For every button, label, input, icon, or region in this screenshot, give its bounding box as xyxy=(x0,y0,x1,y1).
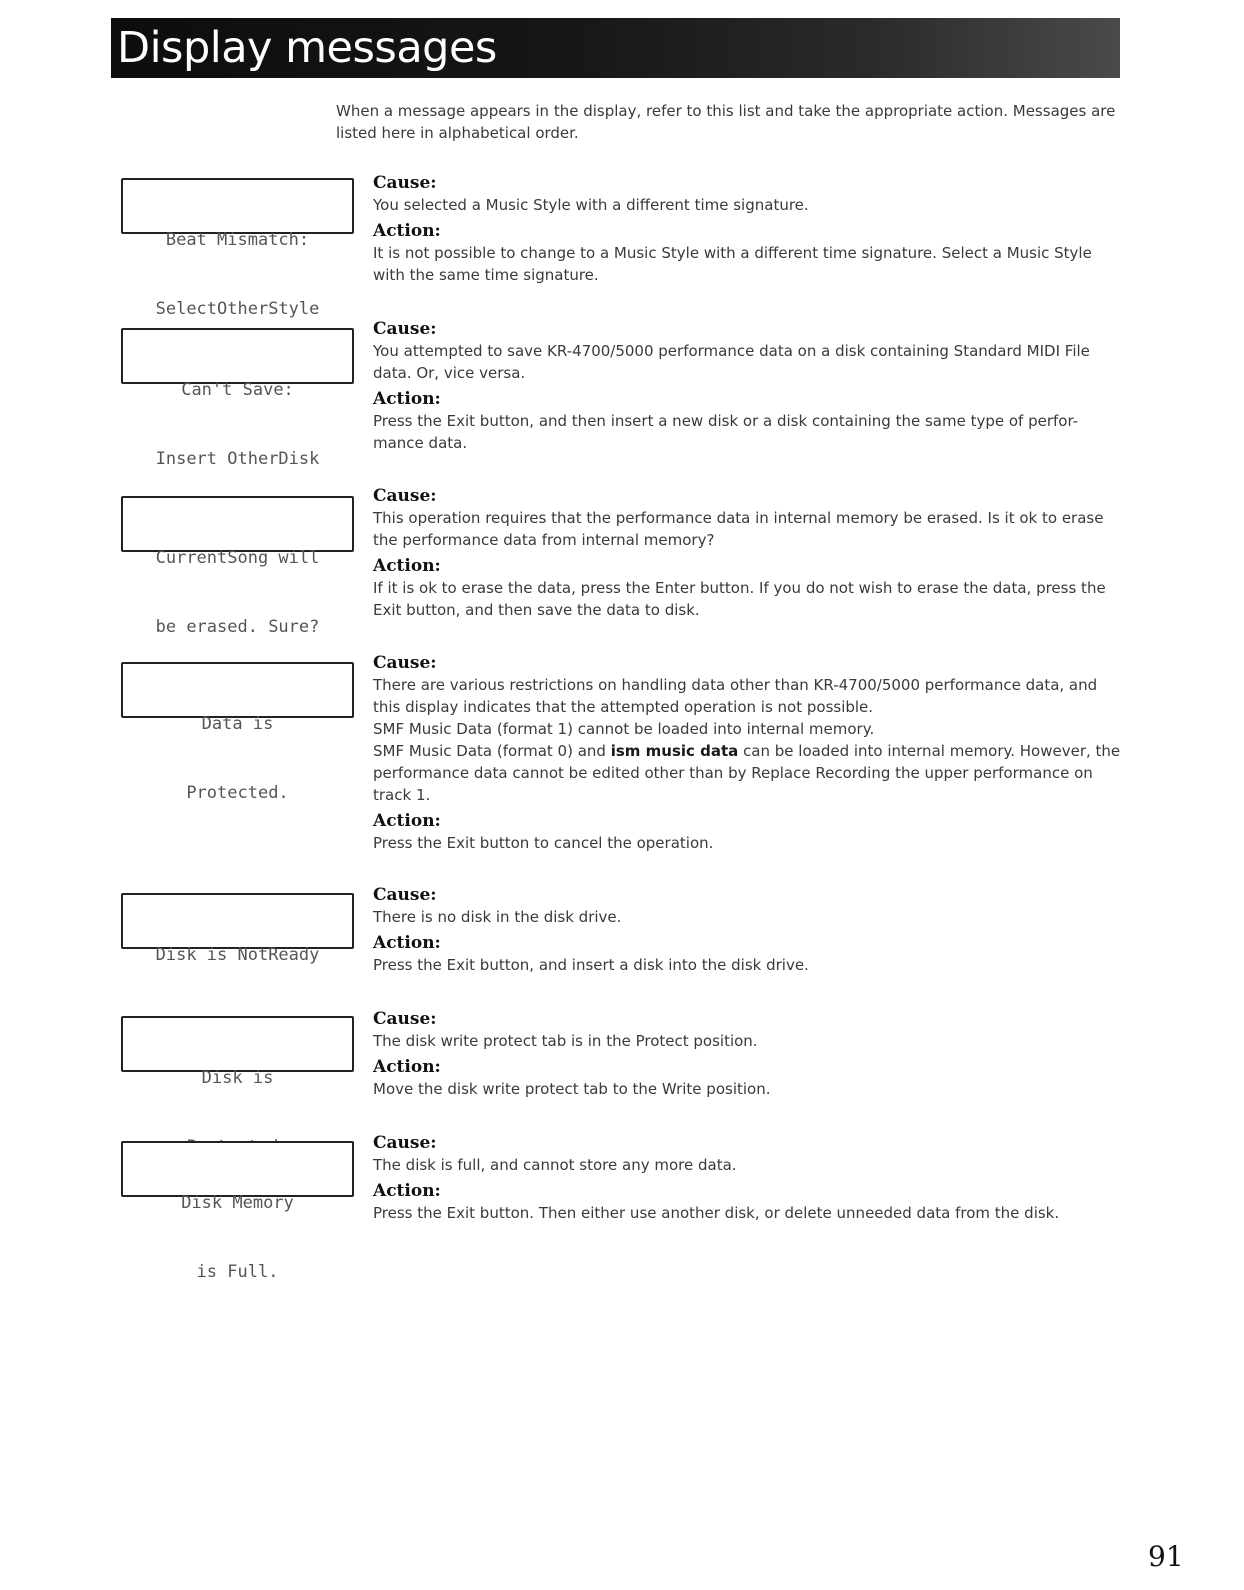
cause-heading: Cause: xyxy=(373,319,437,339)
lcd-line-2: Insert OtherDisk xyxy=(155,449,320,469)
cause-text: There are various restrictions on handling data other than KR-4700/5000 performance data, and this display indicates that the attempted operation is not possible. xyxy=(373,676,1098,716)
message-description xyxy=(373,485,1121,625)
cause-text: The disk write protect tab is in the Protect position. xyxy=(373,1032,758,1050)
action-text: Move the disk write protect tab to the Write position. xyxy=(373,1080,771,1098)
lcd-display xyxy=(121,178,354,319)
lcd-display xyxy=(121,1016,354,1088)
lcd-display xyxy=(121,662,354,803)
cause-heading: Cause: xyxy=(373,885,437,905)
message-description xyxy=(373,884,1121,980)
lcd-display xyxy=(121,1141,354,1282)
action-heading: Action: xyxy=(373,556,441,576)
cause-heading: Cause: xyxy=(373,1133,437,1153)
lcd-line-1: CurrentSong will xyxy=(155,548,320,568)
action-heading: Action: xyxy=(373,811,441,831)
cause-text: The disk is full, and cannot store any more data. xyxy=(373,1156,737,1174)
lcd-line-1: Disk Memory xyxy=(181,1193,294,1213)
message-description xyxy=(373,172,1121,290)
lcd-line-1: Can't Save: xyxy=(181,380,294,400)
cause-text-part: can be loaded into internal memory. However, the performance data cannot be edited other than by Replace Recording the upper performance on track 1. xyxy=(373,742,1121,804)
message-description xyxy=(373,1008,1121,1104)
cause-heading: Cause: xyxy=(373,486,437,506)
message-description xyxy=(373,1132,1121,1228)
intro-text: When a message appears in the display, refer to this list and take the appropriate action. Messages are listed here in alphabetical order. xyxy=(336,102,1116,142)
action-heading: Action: xyxy=(373,221,441,241)
action-heading: Action: xyxy=(373,1057,441,1077)
cause-text-bold: ism music data xyxy=(610,742,739,760)
cause-heading: Cause: xyxy=(373,653,437,673)
cause-heading: Cause: xyxy=(373,173,437,193)
message-description xyxy=(373,652,1121,858)
action-text: Press the Exit button, and insert a disk into the disk drive. xyxy=(373,956,809,974)
cause-text xyxy=(373,740,1121,806)
lcd-line-2: Protected. xyxy=(186,783,289,803)
cause-text: You attempted to save KR-4700/5000 performance data on a disk containing Standard MIDI File data. Or, vice versa. xyxy=(373,342,1090,382)
page-title-bar xyxy=(111,18,1120,78)
cause-heading: Cause: xyxy=(373,1009,437,1029)
lcd-display xyxy=(121,328,354,469)
lcd-line-1: Beat Mismatch: xyxy=(165,230,310,250)
lcd-line-2: is Full. xyxy=(196,1262,279,1282)
lcd-line-2: be erased. Sure? xyxy=(155,617,320,637)
page-number: 91 xyxy=(1148,1540,1184,1573)
action-heading: Action: xyxy=(373,933,441,953)
action-text: Press the Exit button to cancel the operation. xyxy=(373,834,714,852)
action-text: If it is ok to erase the data, press the Enter button. If you do not wish to erase the data, press the Exit button, and then save the data to disk. xyxy=(373,579,1106,619)
cause-text: SMF Music Data (format 1) cannot be loaded into internal memory. xyxy=(373,720,875,738)
page-title: Display messages xyxy=(117,23,497,73)
message-description xyxy=(373,318,1121,458)
lcd-line-1: Disk is NotReady xyxy=(155,945,320,965)
lcd-display xyxy=(121,893,354,965)
cause-text: You selected a Music Style with a different time signature. xyxy=(373,196,809,214)
action-text: Press the Exit button. Then either use another disk, or delete unneeded data from the disk. xyxy=(373,1204,1060,1222)
lcd-line-2: SelectOtherStyle xyxy=(155,299,320,319)
lcd-display xyxy=(121,496,354,637)
cause-text: This operation requires that the performance data in internal memory be erased. Is it ok to erase the performance data from internal memory? xyxy=(373,509,1104,549)
action-heading: Action: xyxy=(373,389,441,409)
action-text: It is not possible to change to a Music Style with a different time signature. Select a Music Style with the same time signature. xyxy=(373,244,1092,284)
action-heading: Action: xyxy=(373,1181,441,1201)
lcd-line-1: Disk is xyxy=(201,1068,274,1088)
lcd-line-1: Data is xyxy=(201,714,274,734)
cause-text-part: SMF Music Data (format 0) and xyxy=(373,742,611,760)
action-text: Press the Exit button, and then insert a new disk or a disk containing the same type of perfor-mance data. xyxy=(373,412,1079,452)
cause-text: There is no disk in the disk drive. xyxy=(373,908,622,926)
